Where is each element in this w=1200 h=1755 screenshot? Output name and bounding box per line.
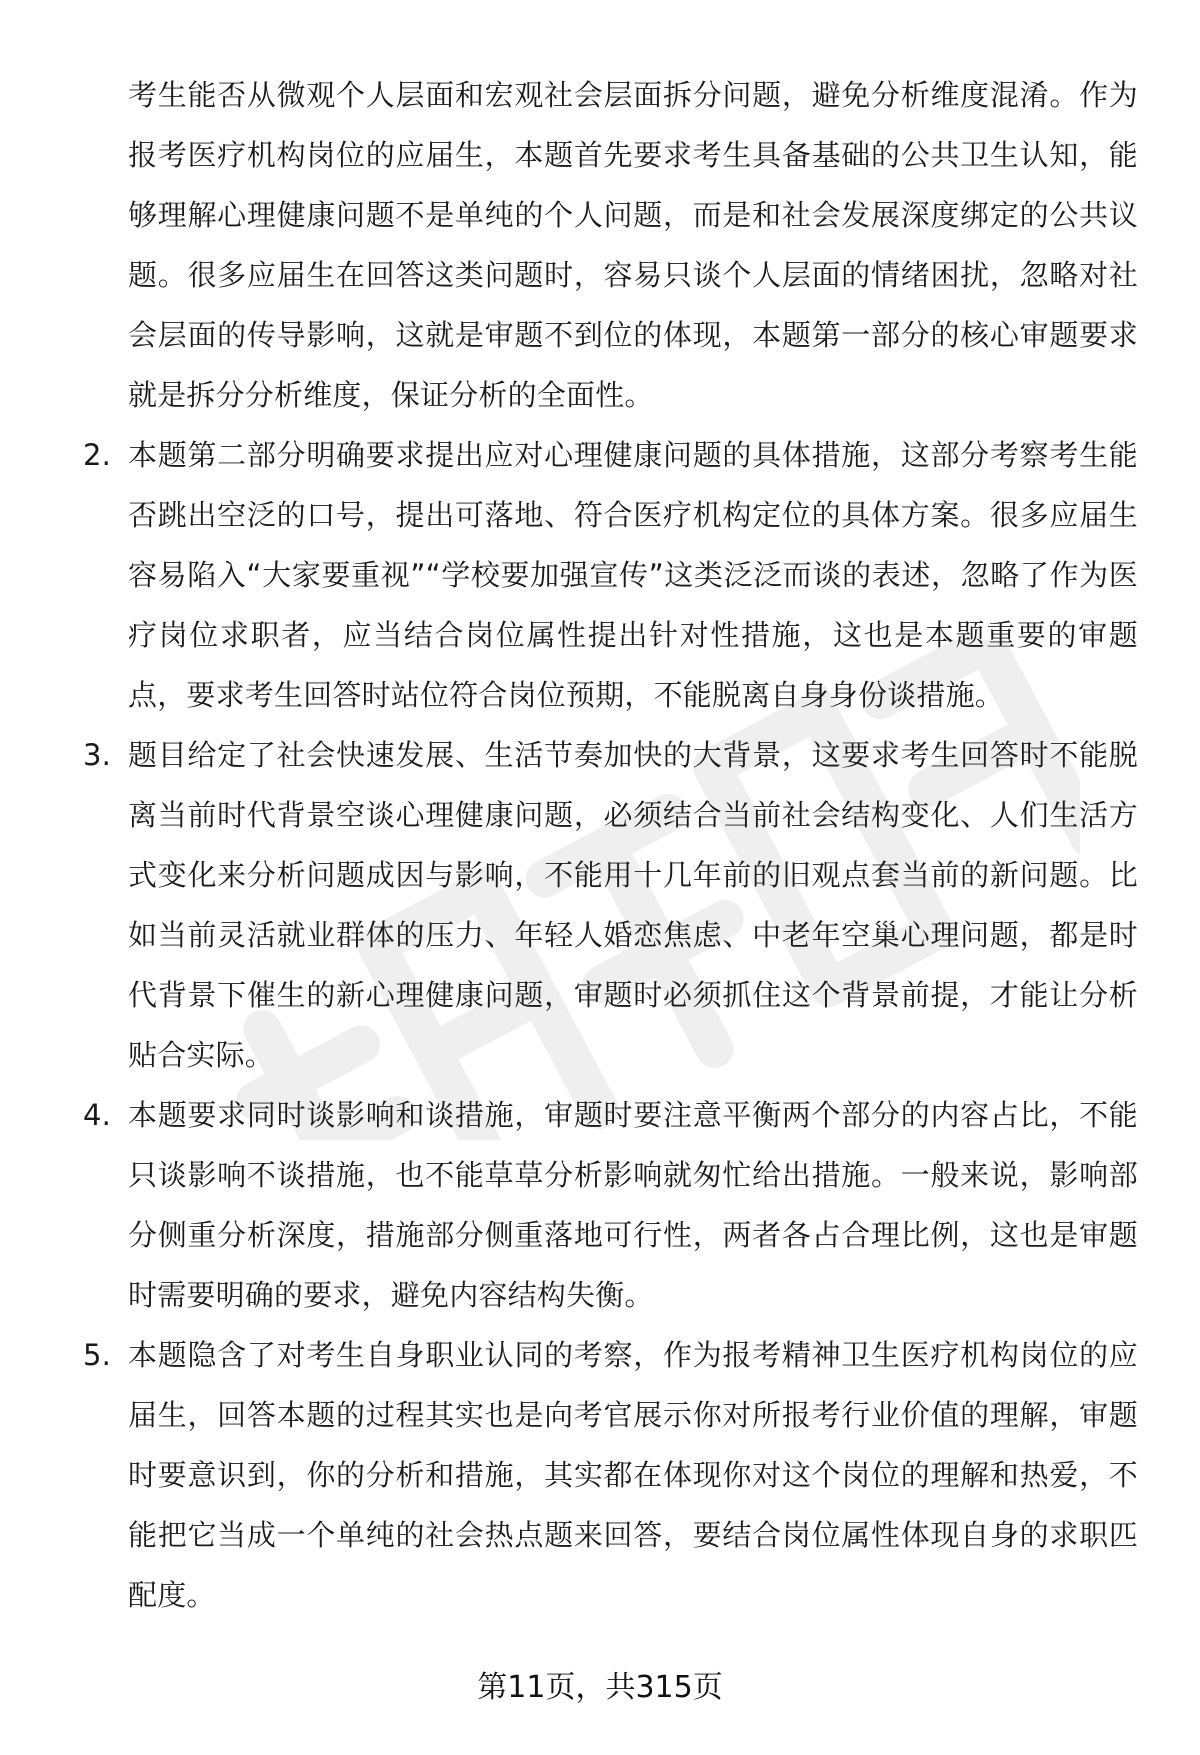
list-item-number: 2. xyxy=(83,438,112,472)
list-item-number: 3. xyxy=(83,738,112,772)
page-number-label: 第11页，共315页 xyxy=(477,1670,723,1705)
list-item-text: 本题要求同时谈影响和谈措施，审题时要注意平衡两个部分的内容占比，不能只谈影响不谈措施，也不能草草分析影响就匆忙给出措施。一般来说，影响部分侧重分析深度，措施部分侧重落地可行性，两者各占合理比例，这也是审题时需要明确的要求，避免内容结构失衡。 xyxy=(128,1098,1138,1312)
list-item-text: 本题隐含了对考生自身职业认同的考察，作为报考精神卫生医疗机构岗位的应届生，回答本题的过程其实也是向考官展示你对所报考行业价值的理解，审题时要意识到，你的分析和措施，其实都在体现你对这个岗位的理解和热爱，不能把它当成一个单纯的社会热点题来回答，要结合岗位属性体现自身的求职匹配度。 xyxy=(128,1338,1138,1612)
intro-paragraph: 考生能否从微观个人层面和宏观社会层面拆分问题，避免分析维度混淆。作为报考医疗机构岗位的应届生，本题首先要求考生具备基础的公共卫生认知，能够理解心理健康问题不是单纯的个人问题，而是和社会发展深度绑定的公共议题。很多应届生在回答这类问题时，容易只谈个人层面的情绪困扰，忽略对社会层面的传导影响，这就是审题不到位的体现，本题第一部分的核心审题要求就是拆分分析维度，保证分析的全面性。 xyxy=(128,78,1138,412)
list-item xyxy=(83,425,1138,725)
numbered-list xyxy=(83,425,1138,1625)
list-item xyxy=(83,1085,1138,1325)
list-item xyxy=(83,1325,1138,1625)
list-item xyxy=(83,725,1138,1085)
document-body xyxy=(83,65,1138,1625)
page-footer xyxy=(0,1668,1200,1708)
list-item-number: 4. xyxy=(83,1098,112,1132)
list-item-text: 题目给定了社会快速发展、生活节奏加快的大背景，这要求考生回答时不能脱离当前时代背景空谈心理健康问题，必须结合当前社会结构变化、人们生活方式变化来分析问题成因与影响，不能用十几年前的旧观点套当前的新问题。比如当前灵活就业群体的压力、年轻人婚恋焦虑、中老年空巢心理问题，都是时代背景下催生的新心理健康问题，审题时必须抓住这个背景前提，才能让分析贴合实际。 xyxy=(128,738,1138,1072)
list-item-number: 5. xyxy=(83,1338,112,1372)
list-item-text: 本题第二部分明确要求提出应对心理健康问题的具体措施，这部分考察考生能否跳出空泛的口号，提出可落地、符合医疗机构定位的具体方案。很多应届生容易陷入“大家要重视”“学校要加强宣传”这类泛泛而谈的表述，忽略了作为医疗岗位求职者，应当结合岗位属性提出针对性措施，这也是本题重要的审题点，要求考生回答时站位符合岗位预期，不能脱离自身身份谈措施。 xyxy=(128,438,1138,712)
